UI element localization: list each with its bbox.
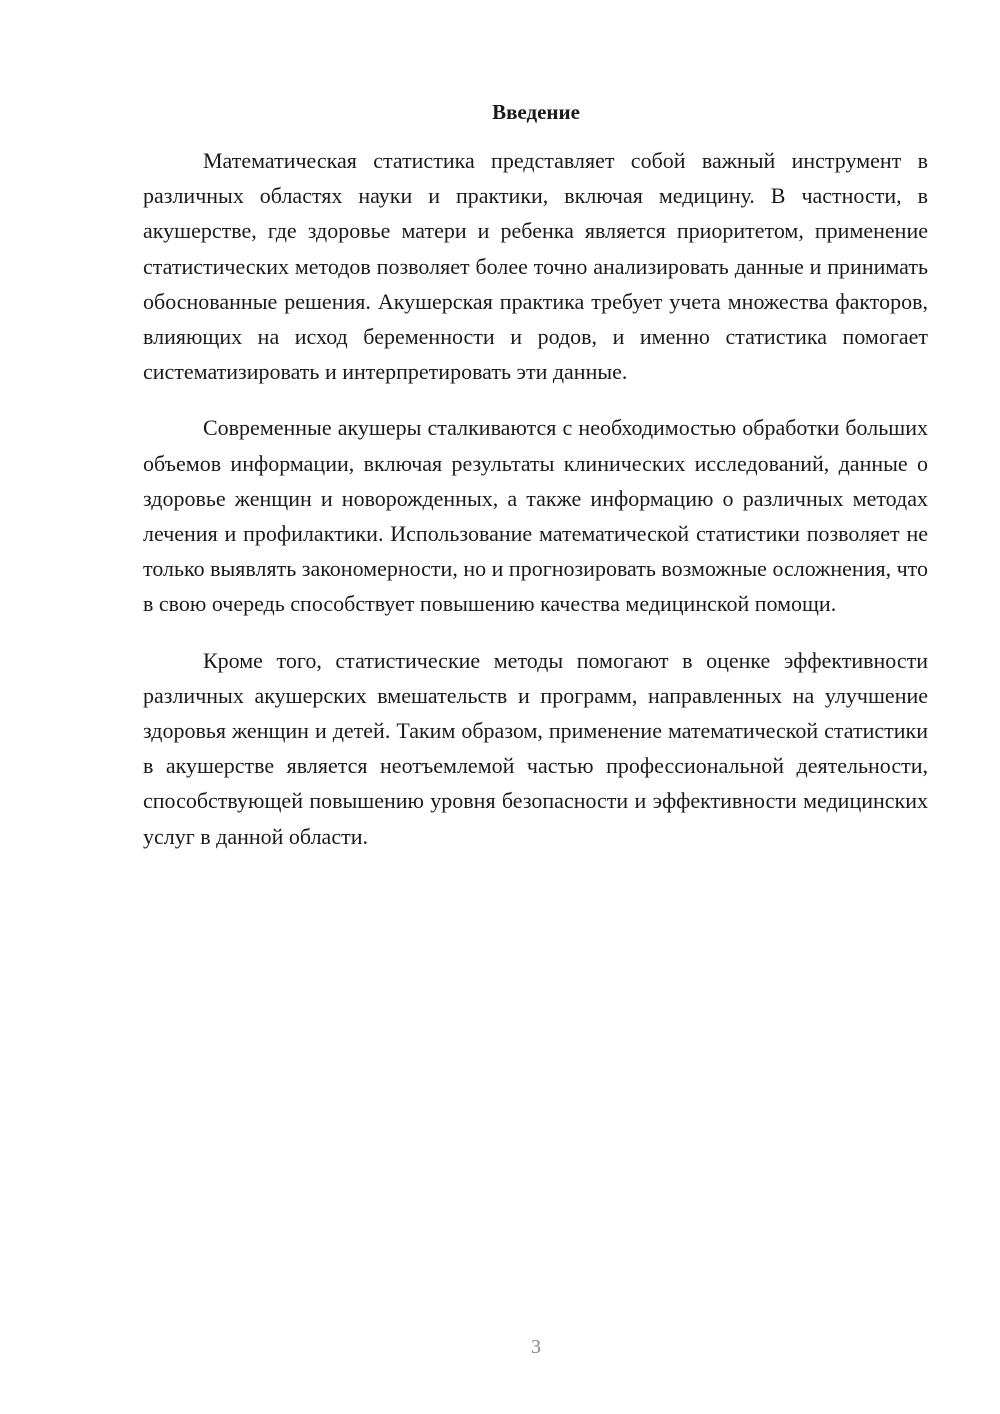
section-heading: Введение	[492, 100, 580, 124]
page-number: 3	[531, 1336, 541, 1358]
paragraph-2: Современные акушеры сталкиваются с необходимостью обработки больших объемов информации, включая результаты клинических исследований, данные о здоровье женщин и новорожденных, а также информацию о различных методах лечения и профилактики. Использование математической статистики позволяет не только выявлять закономерности, но и прогнозировать возможные осложнения, что в свою очередь способствует повышению качества медицинской помощи.	[143, 415, 928, 617]
body-text	[143, 143, 928, 854]
paragraph-3: Кроме того, статистические методы помогают в оценке эффективности различных акушерских вмешательств и программ, направленных на улучшение здоровья женщин и детей. Таким образом, применение математической статистики в акушерстве является неотъемлемой частью профессиональной деятельности, способствующей повышению уровня безопасности и эффективности медицинских услуг в данной области.	[143, 647, 928, 849]
paragraph-1: Математическая статистика представляет собой важный инструмент в различных областях науки и практики, включая медицину. В частности, в акушерстве, где здоровье матери и ребенка является приоритетом, применение статистических методов позволяет более точно анализировать данные и принимать обоснованные решения. Акушерская практика требует учета множества факторов, влияющих на исход беременности и родов, и именно статистика помогает систематизировать и интерпретировать эти данные.	[143, 148, 928, 385]
